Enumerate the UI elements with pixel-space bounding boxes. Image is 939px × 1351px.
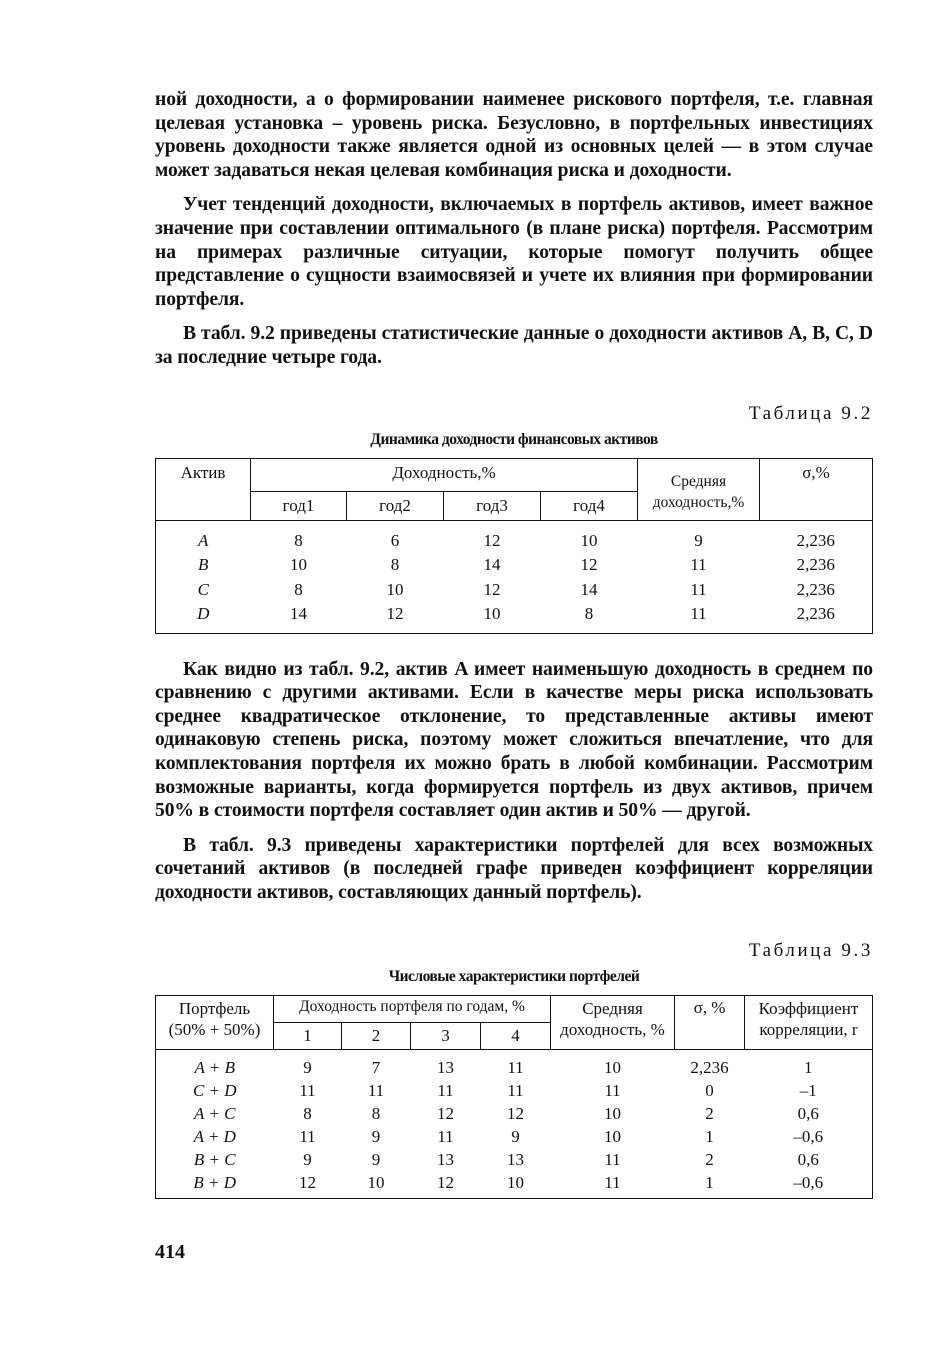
table-row: A + D 11 9 11 9 10 1 –0,6 xyxy=(193,1126,824,1146)
header-year-2: год2 xyxy=(347,491,444,520)
table-row: C + D 11 11 11 11 11 0 –1 xyxy=(192,1080,817,1100)
table-asset-yield xyxy=(155,458,873,634)
paragraph-5: В табл. 9.3 приведены характеристики портфелей для всех возможных сочетаний активов (в последней графе приведен коэффициент корреляции доходности активов, составляющих данный портфель). xyxy=(155,834,873,903)
table1-label: Таблица 9.2 xyxy=(748,402,873,424)
header-year-1: год1 xyxy=(251,491,347,520)
header-year-2: 2 xyxy=(342,1023,411,1050)
table2-label: Таблица 9.3 xyxy=(748,940,873,962)
header-yield: Доходность портфеля по годам, % xyxy=(274,996,551,1023)
table-row: B 10 8 14 12 11 2,236 xyxy=(198,555,835,575)
table-portfolio-characteristics xyxy=(155,995,873,1199)
page-number: 414 xyxy=(155,1241,185,1263)
table-row: C 8 10 12 14 11 2,236 xyxy=(197,579,835,599)
header-year-3: год3 xyxy=(444,491,541,520)
paragraph-4: Как видно из табл. 9.2, актив A имеет наименьшую доходность в среднем по сравнению с другими активами. Если в качестве меры риска использовать среднее квадратическое отклонение, то представленные активы имеют одинаковую степень риска, поэтому может сложиться впечатление, что для комплектования портфеля их можно брать в любой комбинации. Рассмотрим возможные варианты, когда формируется портфель из двух активов, причем 50% в стоимости портфеля составляет один актив и 50% — другой. xyxy=(155,658,873,822)
table-row: B + D 12 10 12 10 11 1 –0,6 xyxy=(193,1172,824,1192)
header-yield: Доходность,% xyxy=(251,458,638,491)
table-row: B + C 9 9 13 13 11 2 0,6 xyxy=(193,1149,819,1169)
header-portfolio: Портфель (50% + 50%) xyxy=(156,996,274,1050)
header-year-1: 1 xyxy=(274,1023,342,1050)
header-avg: Средняя доходность, % xyxy=(551,996,675,1050)
header-year-4: год4 xyxy=(541,491,638,520)
header-year-4: 4 xyxy=(481,1023,551,1050)
header-sigma: σ,% xyxy=(760,458,873,520)
paragraph-3: В табл. 9.2 приведены статистические данные о доходности активов A, B, C, D за последние четыре года. xyxy=(155,323,873,368)
table-row: A + C 8 8 12 12 10 2 0,6 xyxy=(194,1103,819,1123)
header-year-3: 3 xyxy=(411,1023,481,1050)
table2-title: Числовые характеристики портфелей xyxy=(388,968,640,986)
paragraph-2: Учет тенденций доходности, включаемых в портфель активов, имеет важное значение при составлении оптимального (в плане риска) портфеля. Рассмотрим на примерах различные ситуации, которые помогут получить общее представление о сущности взаимосвязей и учете их влияния при формировании портфеля. xyxy=(155,194,873,310)
paragraph-1: ной доходности, а о формировании наименее рискового портфеля, т.е. главная целевая установка – уровень риска. Безусловно, в портфельных инвестициях уровень доходности также является одной из основных целей — в этом случае может задаваться некая целевая комбинация риска и доходности. xyxy=(155,89,873,181)
header-avg: Средняя доходность,% xyxy=(638,458,760,520)
header-corr: Коэффициент корреляции, r xyxy=(745,996,873,1050)
table-row: D 14 12 10 8 11 2,236 xyxy=(197,604,835,624)
header-asset: Актив xyxy=(156,458,251,520)
table1-title: Динамика доходности финансовых активов xyxy=(370,430,658,448)
table-row: A 8 6 12 10 9 2,236 xyxy=(198,530,835,550)
header-sigma: σ, % xyxy=(675,996,745,1050)
page-content xyxy=(155,88,873,1199)
table-row: A + B 9 7 13 11 10 2,236 1 xyxy=(194,1057,813,1077)
